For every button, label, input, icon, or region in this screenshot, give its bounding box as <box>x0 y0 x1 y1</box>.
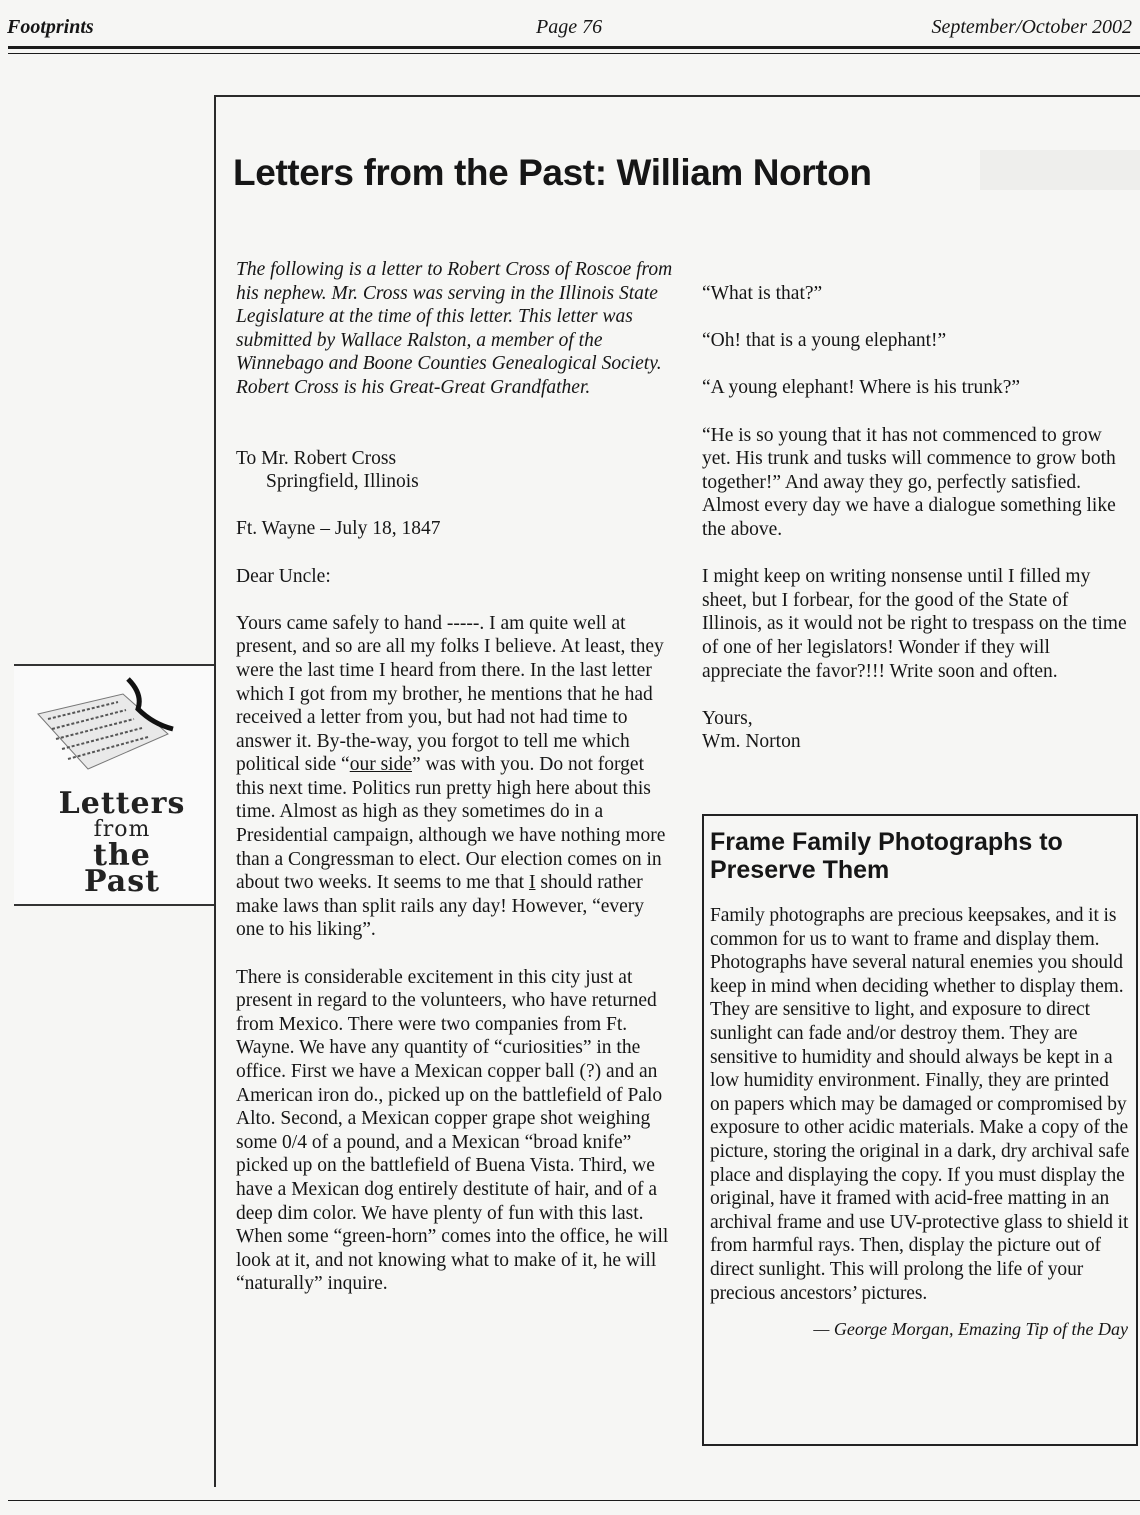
letters-from-the-past-logo <box>14 664 214 906</box>
page-number: Page 76 <box>536 16 603 38</box>
header-rule-thin <box>8 53 1140 54</box>
dialogue-line: “He is so young that it has not commenced to grow yet. His trunk and tusks will commence to grow both together!” And away they go, perfectly satisfied. Almost every day we have a dialogue something like the above. <box>702 424 1116 540</box>
letter-column-left <box>236 258 676 1320</box>
letter-closing <box>702 707 1132 754</box>
letter-dateline: Ft. Wayne – July 18, 1847 <box>236 518 441 540</box>
article-title: Letters from the Past: William Norton <box>233 152 872 193</box>
publication-name: Footprints <box>7 16 94 38</box>
logo-wordmark <box>52 786 192 899</box>
letter-address <box>236 447 676 494</box>
logo-line-the-past: the Past <box>84 838 160 899</box>
sidebar-title: Frame Family Photographs to Preserve Them <box>710 828 1063 884</box>
letter-salutation: Dear Uncle: <box>236 565 331 587</box>
dialogue-line: “A young elephant! Where is his trunk?” <box>702 377 1021 399</box>
letter-paragraph-1: Yours came safely to hand -----. I am quite well at present, and so are all my folks I believe. At least, they were the last time I heard from there. In the last letter which I got from my brother, he mentions that he had received a letter from you, but had not had time to answer it. By-the-way, you forgot to tell me which political side “our side” was with you. Do not forget this next time. Politics run pretty high here about this time. Almost as high as they sometimes do in a Presidential campaign, although we have nothing more than a Congressman to elect. Our election comes on in about two weeks. It seems to me that I should rather make laws than split rails any day! However, “every one to his liking”. <box>236 612 666 941</box>
sidebar-article-box <box>702 814 1138 1446</box>
address-line-name: To Mr. Robert Cross <box>236 447 397 469</box>
letter-paragraph-3: I might keep on writing nonsense until I filled my sheet, but I forbear, for the good of the State of Illinois, as it would not be right to trespass on the time of one of her legislators! Wonder if they will appreciate the favor?!!! Write soon and often. <box>702 566 1127 682</box>
signature: Wm. Norton <box>702 731 801 753</box>
sidebar-body: Family photographs are precious keepsakes, and it is common for us to want to frame and display them. Photographs have several natural enemies you should keep in mind when deciding whether to display them. They are sensitive to light, and exposure to direct sunlight can fade and/or destroy them. They are sensitive to humidity and should always be kept in a low humidity environment. Finally, they are printed on papers which may be damaged or compromised by exposure to other acidic materials. Make a copy of the picture, storing the original in a dark, dry archival safe place and displaying the copy. If you must display the original, have it framed with acid-free matting in an archival frame and use UV-protective glass to shield it from harmful rays. Then, display the picture out of direct sunlight. This will prolong the life of your precious ancestors’ pictures. <box>710 905 1130 1304</box>
underlined-our-side: our side <box>349 754 412 776</box>
closing-phrase: Yours, <box>702 707 753 729</box>
letter-paragraph-2: There is considerable excitement in this city just at present in regard to the volunteers, who have returned from Mexico. There were two companies from Ft. Wayne. We have any quantity of “curiosities” in the office. First we have a Mexican copper ball (?) and an American iron do., picked up on the battlefield of Palo Alto. Second, a Mexican copper grape shot weighing some 0/4 of a pound, and a Mexican “broad knife” picked up on the battlefield of Buena Vista. Third, we have a Mexican dog entirely destitute of hair, and of a deep dim color. We have plenty of fun with this last. When some “green-horn” comes into the office, he will look at it, and not knowing what to make of it, he will “naturally” inquire. <box>236 966 669 1295</box>
underlined-i: I <box>528 872 536 894</box>
dialogue-line: “What is that?” <box>702 283 823 304</box>
logo-line-from: from <box>93 817 151 842</box>
dialogue-line: “Oh! that is a young elephant!” <box>702 330 947 352</box>
scroll-letter-icon <box>28 674 178 784</box>
letter-column-right <box>702 282 1132 777</box>
sidebar-credit: — George Morgan, Emazing Tip of the Day <box>813 1319 1128 1340</box>
header-rule-thick <box>8 46 1140 49</box>
issue-date: September/October 2002 <box>931 16 1132 38</box>
footer-rule <box>8 1500 1140 1501</box>
article-intro: The following is a letter to Robert Cross of Roscoe from his nephew. Mr. Cross was serving in the Illinois State Legislature at the time of this letter. This letter was submitted by Wallace Ralston, a member of the Winnebago and Boone Counties Genealogical Society. Robert Cross is his Great-Great Grandfather. <box>236 259 673 398</box>
logo-line-letters: Letters <box>58 786 186 821</box>
address-line-city: Springfield, Illinois <box>266 471 419 493</box>
